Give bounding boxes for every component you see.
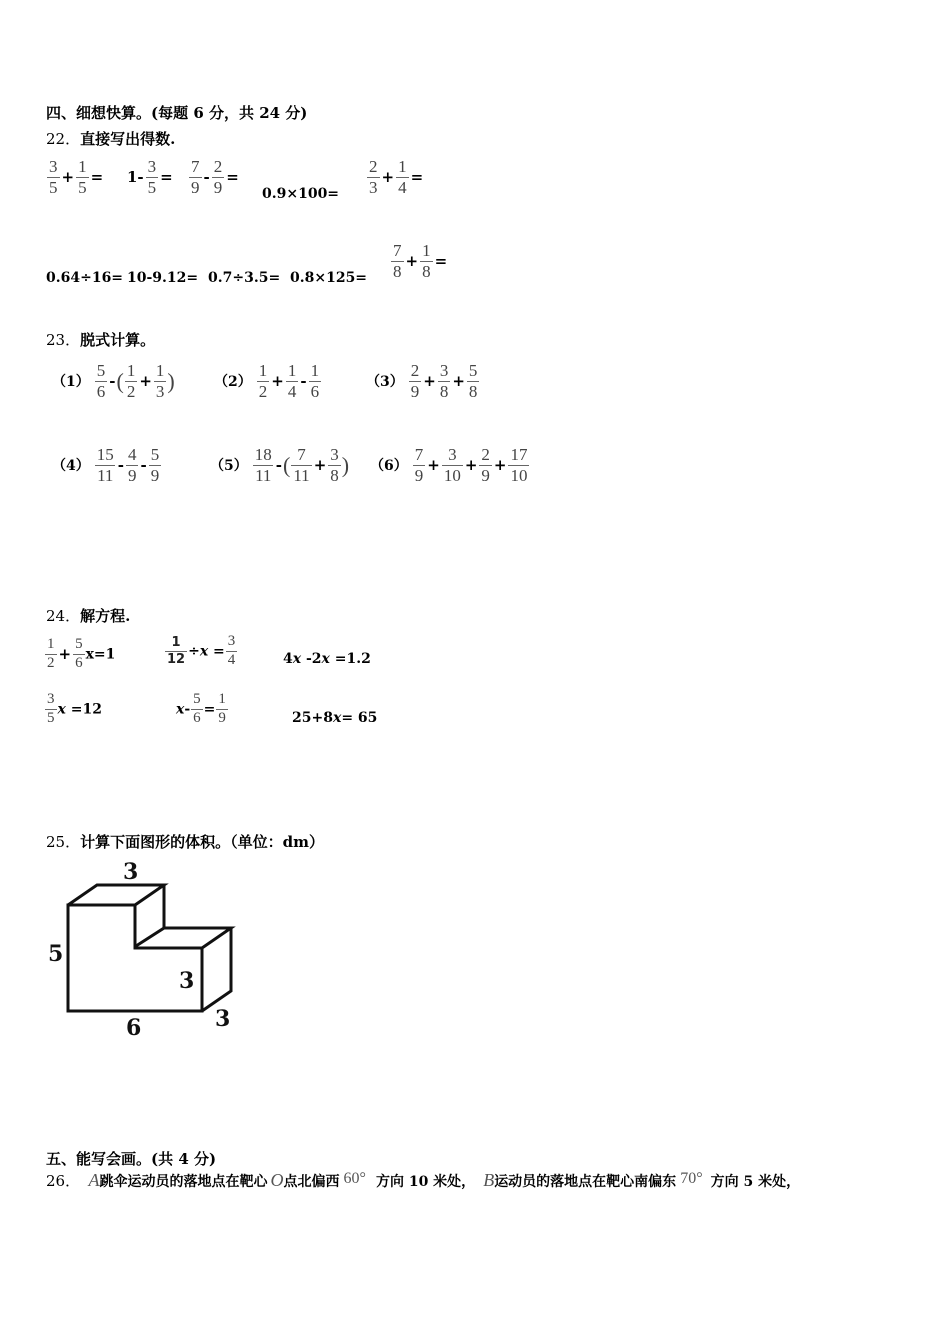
question-26-text: 26． A跳伞运动员的落地点在靶心 O点北偏西 60° 方向 10 米处， B运动员的落地点在靶心南偏东 70° 方向 5 米处，: [46, 1170, 800, 1197]
q23-problem-1: （1） $\frac{5}{6}$ -( $\frac{1}{2}$ + $\frac{1}{3}$ ): [52, 361, 175, 401]
fraction: $\frac{2}{9}$: [213, 157, 223, 197]
q23-problem-6: （6） $\frac{7}{9}$ + $\frac{3}{10}$ + $\frac{2}{9}$ + $\frac{17}{10}$: [370, 445, 528, 485]
q22-item-d: 0.9×100=: [262, 186, 340, 202]
q22-item-f: 0.64÷16=: [46, 270, 124, 286]
q24-equation-2: $\frac{1}{12}$ ÷x = $\frac{3}{4}$: [167, 633, 236, 668]
question-22-title: [46, 128, 175, 149]
angle-60: 60°: [343, 1170, 366, 1187]
fraction: $\frac{3}{5}$: [147, 157, 157, 197]
q24-equation-5: x- $\frac{5}{6}$ = $\frac{1}{9}$: [176, 691, 226, 726]
fraction: $\frac{2}{3}$: [369, 157, 378, 197]
step-top-depth: [164, 928, 231, 948]
right-side-depth: [202, 928, 231, 1011]
question-text: 计算下面图形的体积。（单位：dm）: [80, 833, 324, 851]
section-5-heading: 五、能写会画。(共 4 分): [46, 1150, 217, 1168]
fraction: $\frac{1}{4}$: [398, 157, 407, 197]
question-23-title: [46, 329, 155, 350]
question-text: 脱式计算。: [80, 331, 156, 349]
fraction: $\frac{1}{5}$: [78, 157, 87, 197]
q23-problem-4: （4） $\frac{15}{11}$ - $\frac{4}{9}$ - $\frac{5}{9}$: [52, 445, 160, 485]
q24-equation-3: 4x -2x =1.2: [283, 651, 371, 667]
q24-equation-1: $\frac{1}{2}$ + $\frac{5}{6}$ x=1: [47, 636, 116, 671]
l-shaped-solid-figure: [40, 855, 250, 1045]
q24-equation-4: $\frac{3}{5}$ x =12: [47, 691, 102, 726]
question-text: 直接写出得数.: [80, 130, 176, 148]
fraction: $\frac{3}{5}$: [49, 157, 58, 197]
dimension-label-bottom: 6: [126, 1015, 142, 1041]
question-number: 22．: [46, 130, 81, 148]
question-text: 解方程.: [80, 607, 131, 625]
q22-item-i: 0.8×125=: [290, 270, 368, 286]
q23-problem-5: （5） $\frac{18}{11}$ -( $\frac{7}{11}$ + $\frac{3}{8}$ ): [210, 445, 350, 485]
front-face-outline: [68, 905, 202, 1011]
question-number: 25．: [46, 833, 81, 851]
fraction: $\frac{7}{8}$: [393, 241, 402, 281]
angle-70: 70°: [680, 1170, 703, 1187]
q24-equation-6: 25+8x= 65: [292, 710, 378, 726]
section-4-heading: 四、细想快算。(每题 6 分，共 24 分): [46, 104, 308, 122]
point-o-label: O: [270, 1170, 284, 1190]
question-number: 26．: [46, 1172, 81, 1190]
q22-item-e: $\frac{2}{3}$ + $\frac{1}{4}$ =: [369, 157, 424, 197]
q22-item-b: 1- $\frac{3}{5}$ =: [127, 157, 173, 197]
q22-item-a: $\frac{3}{5}$ + $\frac{1}{5}$ =: [49, 157, 104, 197]
point-b-label: B: [483, 1170, 495, 1190]
q22-item-c: $\frac{7}{9}$ - $\frac{2}{9}$ =: [191, 157, 239, 197]
dimension-label-corner: 3: [215, 1006, 231, 1032]
dimension-label-left: 5: [48, 941, 64, 967]
q22-item-g: 10-9.12=: [127, 270, 199, 286]
question-number: 23．: [46, 331, 81, 349]
top-left-depth: [68, 885, 164, 905]
point-a-label: A: [88, 1170, 100, 1190]
dimension-label-top: 3: [123, 859, 139, 885]
dimension-label-middle: 3: [179, 968, 195, 994]
fraction: $\frac{7}{9}$: [191, 157, 200, 197]
question-24-title: [46, 605, 130, 626]
q23-problem-2: （2） $\frac{1}{2}$ + $\frac{1}{4}$ - $\frac{1}{6}$: [214, 361, 320, 401]
q23-problem-3: （3） $\frac{2}{9}$ + $\frac{3}{8}$ + $\frac{5}{8}$: [366, 361, 478, 401]
fraction: $\frac{1}{8}$: [422, 241, 431, 281]
question-number: 24．: [46, 607, 81, 625]
question-25-title: [46, 831, 324, 852]
q22-item-h: 0.7÷3.5=: [208, 270, 281, 286]
q22-item-j: $\frac{7}{8}$ + $\frac{1}{8}$ =: [393, 241, 448, 281]
